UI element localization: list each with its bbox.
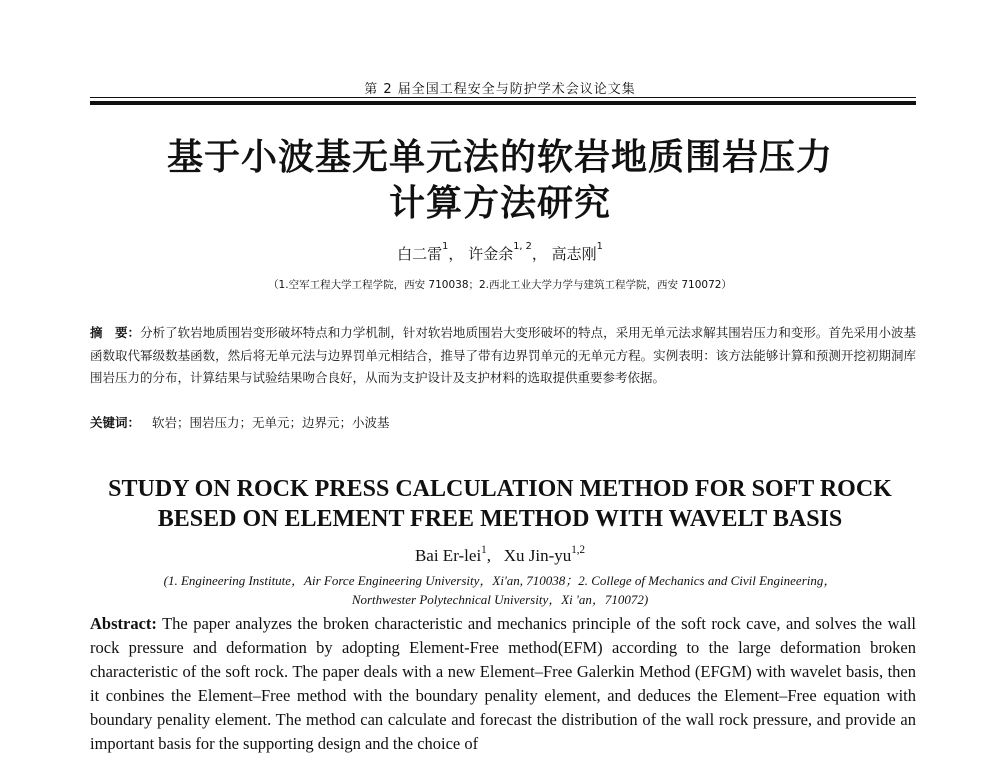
chinese-author-name: 高志刚 (551, 245, 597, 263)
english-author-name: Xu Jin-yu (503, 546, 572, 565)
chinese-author-affil-mark: 1 (442, 241, 449, 252)
english-author-affil-mark: 1,2 (571, 544, 586, 556)
english-author-name: Bai Er-lei (414, 546, 482, 565)
english-abstract-label: Abstract: (90, 614, 157, 633)
chinese-authors (0, 243, 1000, 264)
english-title (0, 474, 1000, 534)
author-separator: ， (531, 245, 547, 263)
chinese-title-line-2: 计算方法研究 (388, 183, 611, 224)
chinese-title-line-1: 基于小波基无单元法的软岩地质围岩压力 (166, 137, 833, 178)
english-title-line-1: STUDY ON ROCK PRESS CALCULATION METHOD FOR SOFT ROCK (108, 476, 892, 502)
chinese-author-name: 许金余 (468, 245, 514, 263)
english-affiliation (0, 571, 1000, 609)
chinese-abstract-label: 摘 要： (90, 325, 141, 340)
english-title-line-2: BESED ON ELEMENT FREE METHOD WITH WAVELT BASIS (157, 506, 843, 532)
chinese-author-affil-mark: 1, 2 (513, 241, 532, 252)
english-abstract (90, 612, 916, 756)
english-author-affil-mark: 1 (481, 544, 487, 556)
author-separator: , (486, 546, 491, 565)
chinese-keywords (90, 413, 916, 431)
author-separator: ， (448, 245, 464, 263)
english-affiliation-line-1: (1. Engineering Institute，Air Force Engineering University，Xi'an, 710038；2. College of Mechanics and Civil Engineering， (163, 573, 837, 588)
chinese-affiliation: （1.空军工程大学工程学院，西安 710038；2.西北工业大学力学与建筑工程学院，西安 710072） (268, 279, 732, 291)
chinese-keywords-label: 关键词： (90, 415, 141, 430)
chinese-author-name: 白二雷 (397, 245, 443, 263)
chinese-title (0, 135, 1000, 227)
english-abstract-text: The paper analyzes the broken characteristic and mechanics principle of the soft rock cave, and solves the wall rock pressure and deformation by adopting Element-Free method(EFM) according to the large deformation broken characteristic of the soft rock. The paper deals with a new Element–Free Galerkin Method (EFGM) with wavelet basis, then it conbines the Element–Free method with the boundary penality element, and deduces the Element–Free equation with boundary penality element. The method can calculate and forecast the distribution of the wall rock pressure, and provide an important basis for the supporting design and the choice of (90, 614, 916, 753)
chinese-keywords-text: 软岩；围岩压力；无单元；边界元；小波基 (152, 415, 390, 430)
english-authors (0, 546, 1000, 566)
running-header: 第 2 届全国工程安全与防护学术会议论文集 (364, 82, 636, 97)
header-rule-thin (90, 97, 916, 98)
chinese-abstract (90, 322, 916, 390)
chinese-abstract-text: 分析了软岩地质围岩变形破坏特点和力学机制，针对软岩地质围岩大变形破坏的特点，采用无单元法求解其围岩压力和变形。首先采用小波基函数取代幂级数基函数，然后将无单元法与边界罚单元相结合，推导了带有边界罚单元的无单元方程。实例表明：该方法能够计算和预测开挖初期洞库围岩压力的分布，计算结果与试验结果吻合良好，从而为支护设计及支护材料的选取提供重要参考依据。 (90, 325, 916, 385)
english-affiliation-line-2: Northwester Polytechnical University，Xi 'an，710072) (351, 592, 649, 607)
chinese-author-affil-mark: 1 (596, 241, 603, 252)
header-rule-thick (90, 101, 916, 105)
